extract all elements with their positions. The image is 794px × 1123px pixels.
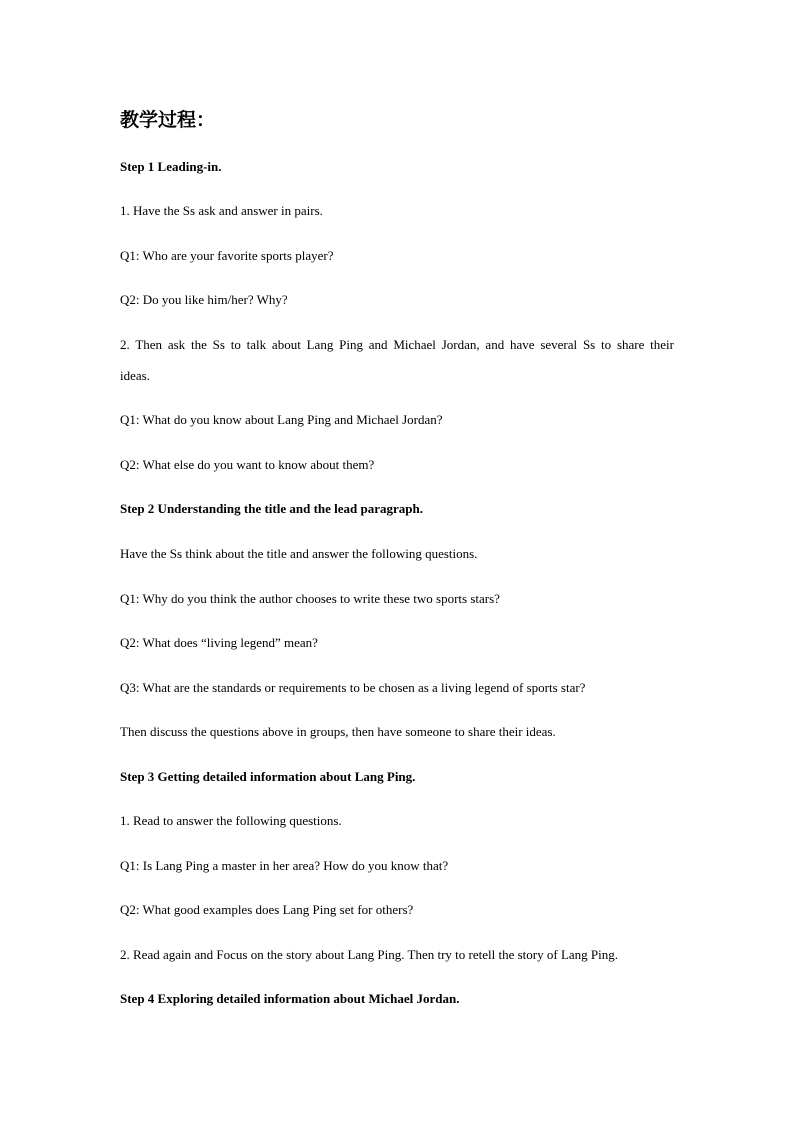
- question-line: Q2: What else do you want to know about them?: [120, 457, 375, 472]
- question-line: Q2: What does “living legend” mean?: [120, 635, 318, 650]
- question-line: Q3: What are the standards or requirements to be chosen as a living legend of sports star?: [120, 680, 586, 695]
- step-2-heading: Step 2 Understanding the title and the lead paragraph.: [120, 501, 423, 516]
- paragraph-line: 1. Have the Ss ask and answer in pairs.: [120, 203, 323, 218]
- step-1-heading: Step 1 Leading-in.: [120, 159, 222, 174]
- question-line: Q1: Who are your favorite sports player?: [120, 248, 334, 263]
- question-line: Q1: What do you know about Lang Ping and Michael Jordan?: [120, 412, 443, 427]
- question-line: Q1: Why do you think the author chooses to write these two sports stars?: [120, 591, 500, 606]
- paragraph-line: 2. Then ask the Ss to talk about Lang Ping and Michael Jordan, and have several Ss to share their: [120, 337, 674, 352]
- step-4-heading: Step 4 Exploring detailed information about Michael Jordan.: [120, 991, 460, 1006]
- document-title: 教学过程：: [120, 109, 216, 131]
- paragraph-line: ideas.: [120, 368, 150, 383]
- step-3-heading: Step 3 Getting detailed information about Lang Ping.: [120, 769, 416, 784]
- paragraph-line: Have the Ss think about the title and answer the following questions.: [120, 546, 478, 561]
- question-line: Q2: What good examples does Lang Ping set for others?: [120, 902, 414, 917]
- paragraph-line: 1. Read to answer the following questions.: [120, 813, 342, 828]
- question-line: Q1: Is Lang Ping a master in her area? How do you know that?: [120, 858, 449, 873]
- question-line: Q2: Do you like him/her? Why?: [120, 292, 288, 307]
- paragraph-line: Then discuss the questions above in groups, then have someone to share their ideas.: [120, 724, 556, 739]
- paragraph-line: 2. Read again and Focus on the story about Lang Ping. Then try to retell the story of Lang Ping.: [120, 947, 619, 962]
